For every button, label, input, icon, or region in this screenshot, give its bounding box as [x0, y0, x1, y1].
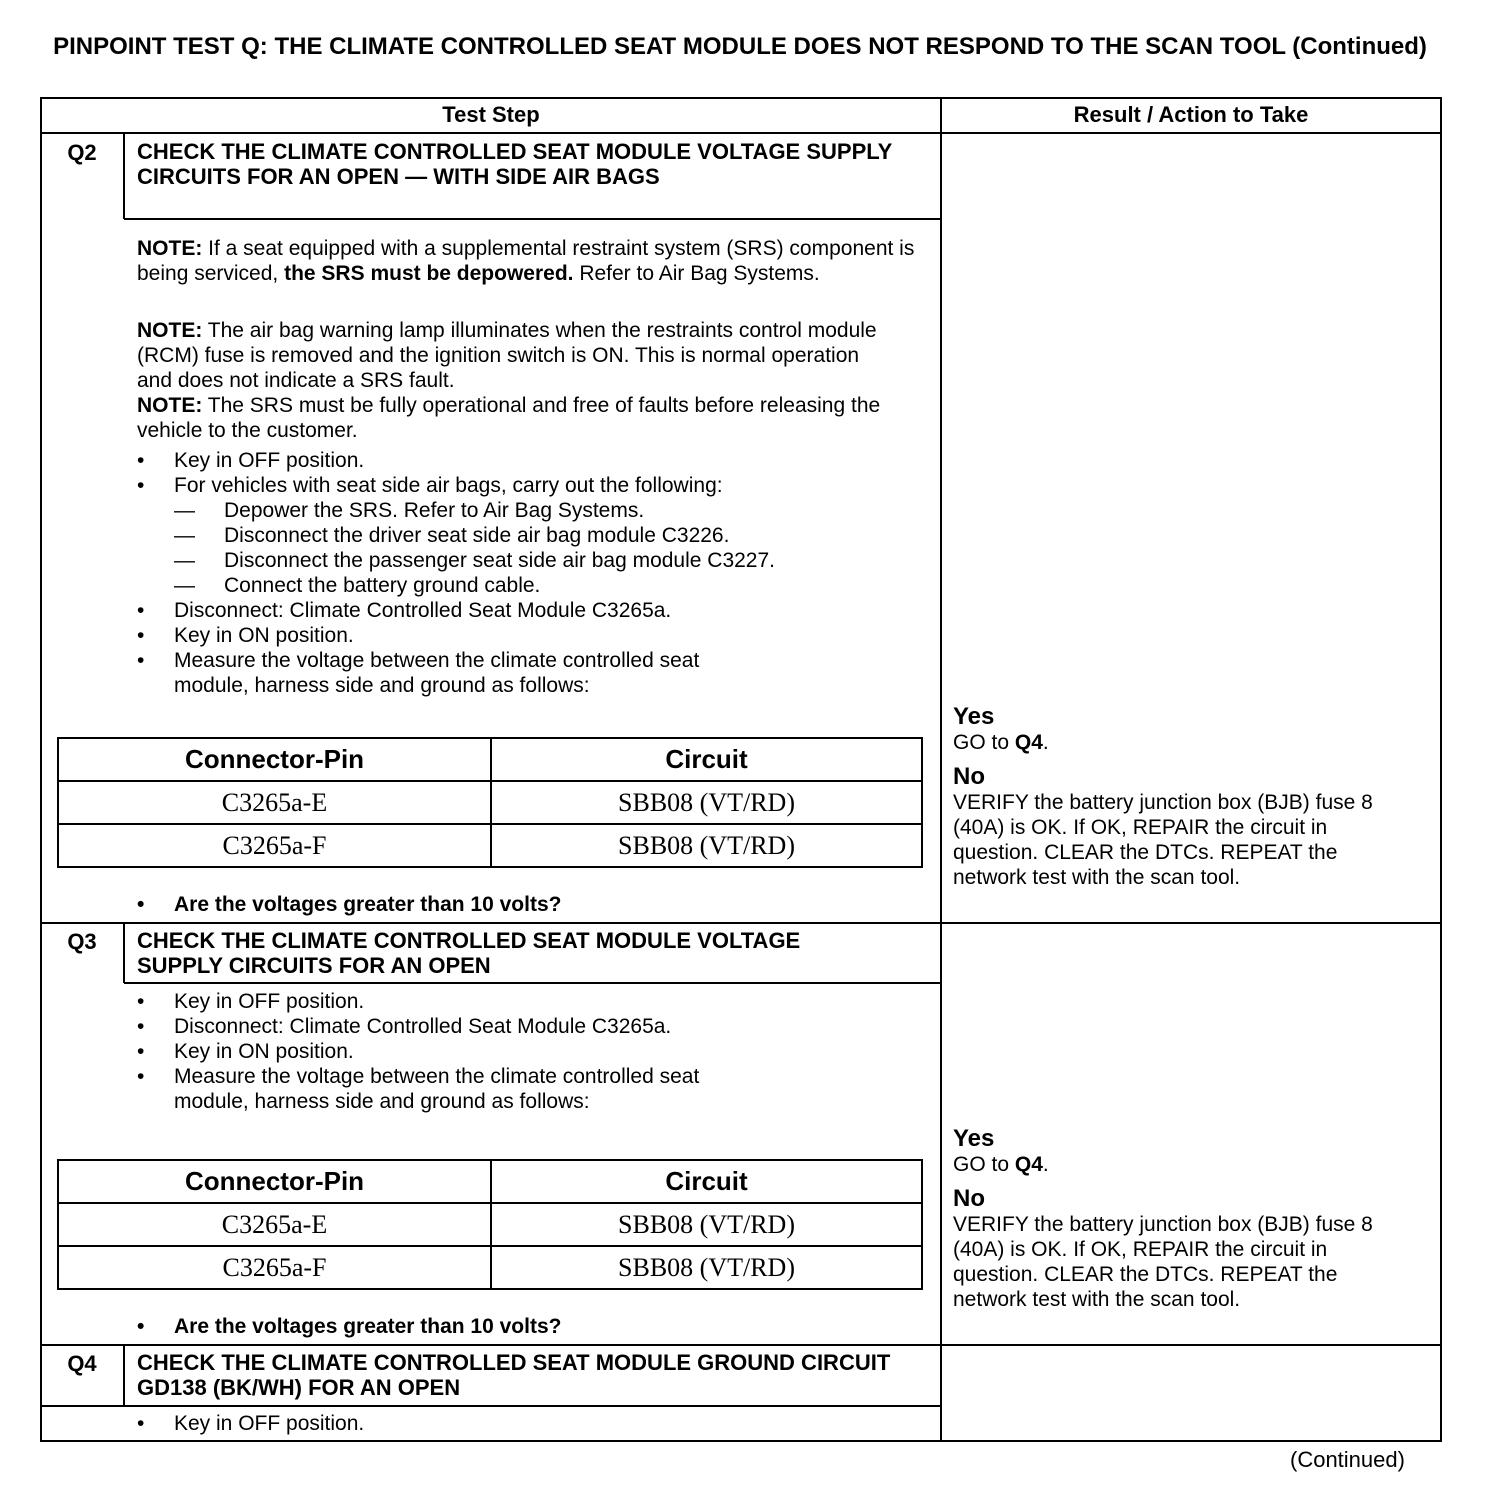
id-divider	[123, 923, 125, 983]
table-cell: C3265a-E	[58, 781, 491, 824]
no-label: No	[953, 763, 985, 790]
step-link[interactable]: Q4	[1014, 731, 1043, 754]
table-cell: C3265a-F	[58, 1246, 491, 1289]
header-divider	[40, 132, 1442, 134]
id-divider	[123, 133, 125, 219]
column-header: Connector-Pin	[58, 1160, 491, 1203]
id-divider	[123, 1345, 125, 1406]
title-divider	[40, 1405, 940, 1407]
step-link[interactable]: Q4	[1014, 1153, 1043, 1176]
note-label: NOTE:	[137, 237, 203, 260]
row-divider	[40, 1344, 1442, 1346]
yes-action: GO to Q4.	[953, 1153, 1049, 1176]
table-header-row	[58, 1160, 922, 1203]
continued-label: (Continued)	[1290, 1447, 1405, 1472]
table-cell: C3265a-F	[58, 824, 491, 867]
no-label: No	[953, 1185, 985, 1212]
connector-table	[57, 737, 923, 868]
yes-action: GO to Q4.	[953, 731, 1049, 754]
step-title-q3: CHECK THE CLIMATE CONTROLLED SEAT MODULE VOLTAGE SUPPLY CIRCUITS FOR AN OPEN	[137, 928, 801, 978]
step-id-q3: Q3	[67, 929, 97, 954]
page-title: PINPOINT TEST Q: THE CLIMATE CONTROLLED SEAT MODULE DOES NOT RESPOND TO THE SCAN TOOL (Continued)	[53, 33, 1427, 60]
column-header: Connector-Pin	[58, 738, 491, 781]
yes-label: Yes	[953, 1125, 995, 1152]
step-title-q4: CHECK THE CLIMATE CONTROLLED SEAT MODULE GROUND CIRCUIT GD138 (BK/WH) FOR AN OPEN	[137, 1350, 891, 1400]
step-title-q2: CHECK THE CLIMATE CONTROLLED SEAT MODULE VOLTAGE SUPPLY CIRCUITS FOR AN OPEN — WITH SIDE AIR BAGS	[137, 139, 892, 189]
yes-label: Yes	[953, 703, 995, 730]
note-srs-operational	[137, 393, 907, 443]
header-test-step: Test Step	[442, 102, 540, 127]
note-warning-lamp	[137, 318, 877, 393]
note-emphasis: the SRS must be depowered.	[284, 262, 574, 285]
note-text: If a seat equipped with a supplemental restraint system (SRS) component is being serviced,	[137, 237, 915, 285]
step-id-q2: Q2	[67, 140, 97, 165]
note-text: The SRS must be fully operational and free of faults before releasing the vehicle to the customer.	[137, 394, 881, 442]
table-row	[58, 824, 922, 867]
table-row	[58, 1246, 922, 1289]
header-result: Result / Action to Take	[1073, 102, 1309, 127]
title-divider	[124, 218, 940, 220]
column-header: Circuit	[491, 1160, 922, 1203]
table-cell: C3265a-E	[58, 1203, 491, 1246]
table-row	[58, 781, 922, 824]
column-header: Circuit	[491, 738, 922, 781]
result-q3	[953, 1126, 1433, 1312]
table-cell: SBB08 (VT/RD)	[491, 824, 922, 867]
result-q2	[953, 704, 1433, 890]
connector-table	[57, 1159, 923, 1290]
no-action: VERIFY the battery junction box (BJB) fuse 8 (40A) is OK. If OK, REPAIR the circuit in question. CLEAR the DTCs. REPEAT the network test with the scan tool.	[953, 1213, 1373, 1311]
row-divider	[40, 922, 1442, 924]
table-cell: SBB08 (VT/RD)	[491, 781, 922, 824]
title-divider	[124, 982, 940, 984]
table-row	[58, 1203, 922, 1246]
table-header-row	[58, 738, 922, 781]
note-label: NOTE:	[137, 394, 203, 417]
note-text: The air bag warning lamp illuminates when the restraints control module (RCM) fuse is removed and the ignition switch is ON. This is normal operation and does not indicate a SRS fault.	[137, 319, 877, 392]
column-divider	[940, 97, 942, 1442]
step-id-q4: Q4	[67, 1351, 97, 1376]
note-text: Refer to Air Bag Systems.	[573, 262, 820, 285]
note-label: NOTE:	[137, 319, 203, 342]
table-cell: SBB08 (VT/RD)	[491, 1203, 922, 1246]
note-depower	[137, 236, 927, 286]
table-cell: SBB08 (VT/RD)	[491, 1246, 922, 1289]
no-action: VERIFY the battery junction box (BJB) fuse 8 (40A) is OK. If OK, REPAIR the circuit in question. CLEAR the DTCs. REPEAT the network test with the scan tool.	[953, 791, 1373, 889]
